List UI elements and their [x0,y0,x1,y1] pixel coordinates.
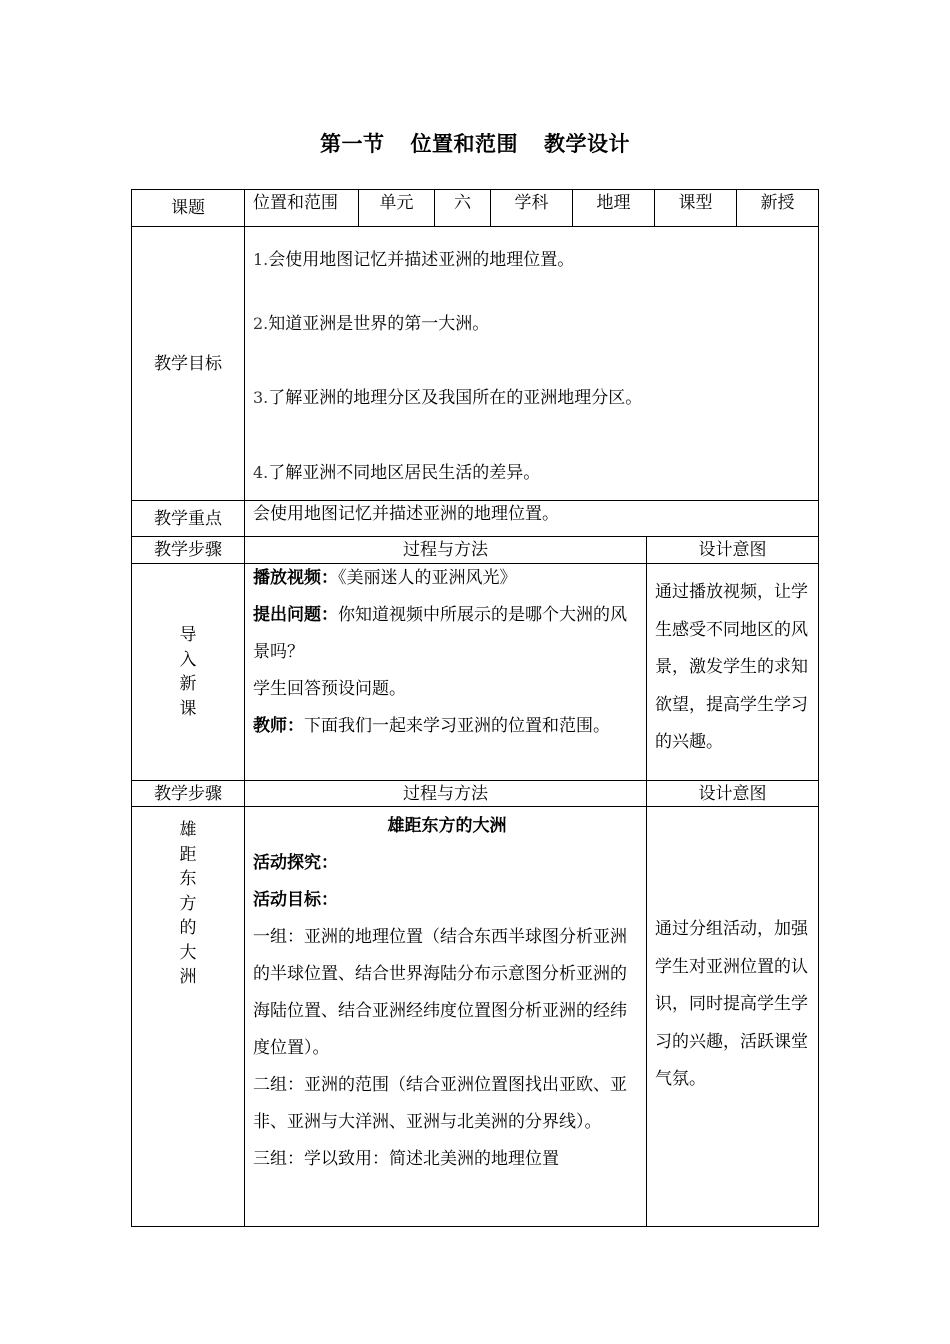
intro-teacher-text: 下面我们一起来学习亚洲的位置和范围。 [304,716,610,736]
section2-label-char: 东 [179,869,197,889]
step-header-step: 教学步骤 [154,540,222,560]
intro-question-line [253,597,641,671]
step-header-intent: 设计意图 [698,540,767,560]
section2-label-char: 洲 [179,967,197,987]
intro-label-char: 入 [179,649,197,670]
step-header-process: 过程与方法 [403,784,488,804]
intro-label-char: 导 [179,625,197,645]
section2-explore: 活动探究： [253,853,338,873]
intro-process [253,560,641,745]
section2-label-char: 方 [179,893,197,914]
intro-step-label [168,623,208,721]
section2-goal: 活动目标： [253,890,338,910]
key-point-value: 会使用地图记忆并描述亚洲的地理位置。 [253,504,559,524]
intro-teacher-label: 教师： [253,716,304,736]
section2-group1: 一组：亚洲的地理位置（结合东西半球图分析亚洲的半球位置、结合世界海陆分布示意图分析亚洲的海陆位置、结合亚洲经纬度位置图分析亚洲的经纬度位置）。 [253,927,627,1058]
step-header-step: 教学步骤 [154,784,222,804]
objective-number: 4. [253,463,269,482]
table-divider [131,500,819,501]
intro-student-line: 学生回答预设问题。 [253,679,406,699]
discipline-label: 学科 [514,193,549,213]
section2-intent: 通过分组活动，加强学生对亚洲位置的认识，同时提高学生学习的兴趣，活跃课堂气氛。 [655,919,808,1089]
objective-text: 了解亚洲的地理分区及我国所在的亚洲地理分区。 [268,388,643,408]
objective-text: 知道亚洲是世界的第一大洲。 [268,314,490,334]
section2-label-char: 距 [179,844,197,865]
page-title [0,128,950,158]
step-header-intent: 设计意图 [698,784,767,804]
section2-process [253,808,641,1178]
objective-text: 会使用地图记忆并描述亚洲的地理位置。 [268,250,575,270]
objective-item [253,458,540,483]
section2-group2: 二组：亚洲的范围（结合亚洲位置图找出亚欧、亚非、亚洲与大洋洲、亚洲与北美洲的分界线）。 [253,1075,627,1132]
section2-group3: 三组：学以致用：简述北美洲的地理位置 [253,1149,559,1169]
title-part3: 教学设计 [544,132,630,156]
table-divider [646,536,647,1227]
objective-number: 3. [253,388,269,407]
objective-number: 2. [253,314,269,333]
unit-label: 单元 [379,193,414,213]
objective-item [253,383,642,408]
table-border-top [131,189,819,190]
table-divider [131,226,819,227]
key-point-label: 教学重点 [154,509,222,529]
section2-step-label [168,818,208,990]
section2-label-char: 雄 [179,820,197,840]
table-border-left [131,189,132,1227]
unit-value: 六 [454,193,471,213]
title-part2: 位置和范围 [410,132,518,156]
table-border-right [818,189,819,1227]
discipline-value: 地理 [596,193,631,213]
table-divider [244,189,245,1227]
type-value: 新授 [760,193,795,213]
intro-video-line [253,560,641,597]
objective-number: 1. [253,250,269,269]
objective-item [253,309,489,334]
section2-label-char: 大 [179,942,197,963]
title-part1: 第一节 [320,132,385,156]
intro-teacher-line [253,708,641,745]
intro-video-label: 播放视频： [253,568,338,588]
objective-item [253,245,574,270]
objective-text: 了解亚洲不同地区居民生活的差异。 [268,463,541,483]
intro-question-label: 提出问题： [253,605,338,625]
table-divider [131,780,819,781]
table-divider [131,806,819,807]
type-label: 课型 [678,193,713,213]
objectives-label: 教学目标 [154,354,222,374]
intro-label-char: 课 [179,698,197,719]
subject-label: 课题 [171,198,205,218]
intro-intent: 通过播放视频，让学生感受不同地区的风景，激发学生的求知欲望，提高学生学习的兴趣。 [655,582,808,752]
section2-label-char: 的 [179,918,197,938]
step-header-process: 过程与方法 [403,540,488,560]
intro-video-text: 《美丽迷人的亚洲风光》 [338,568,517,588]
subject-value: 位置和范围 [253,193,338,213]
table-divider [131,536,819,537]
section2-heading: 雄距东方的大洲 [387,816,507,836]
table-border-bottom [131,1226,819,1227]
intro-label-char: 新 [179,674,197,694]
intro-question-text: 你知道视频中所展示的是哪个大洲的风景吗？ [253,605,627,662]
